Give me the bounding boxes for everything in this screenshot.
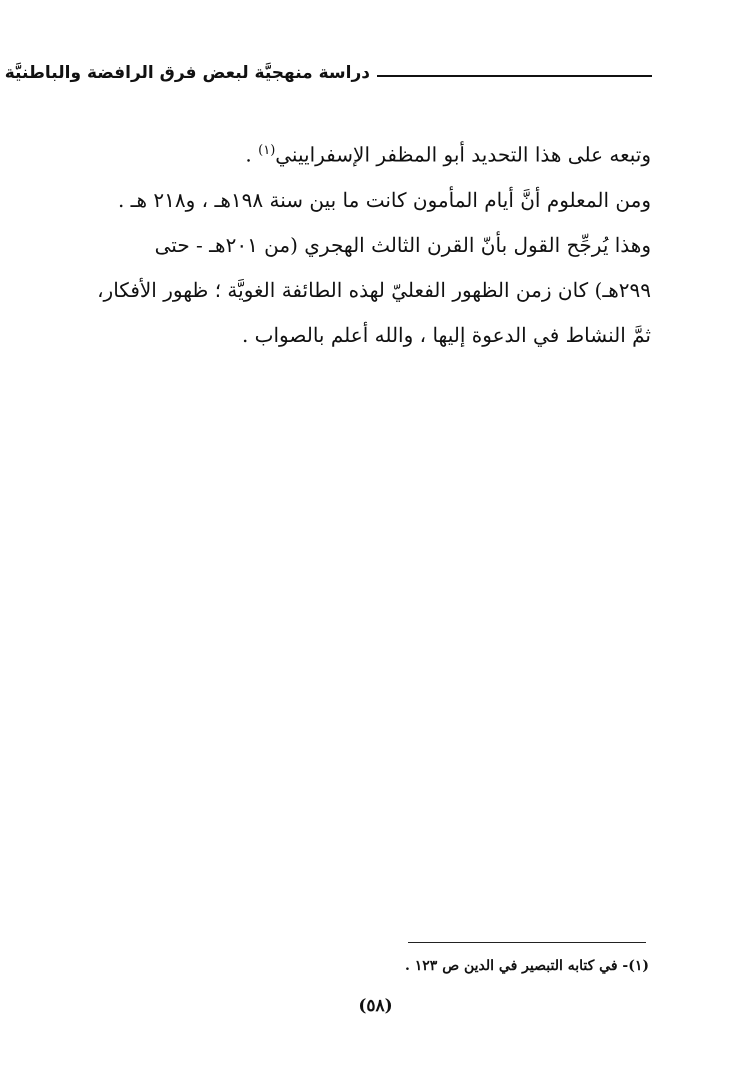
running-header [4,58,652,88]
body-text [97,128,651,358]
footnote-1: (١)- في كتابه التبصير في الدين ص ١٢٣ . [405,958,649,974]
footnote-reference-marker[interactable]: (١) [258,143,276,158]
footnote-separator [408,942,646,943]
body-line-4: ٢٩٩هـ) كان زمن الظهور الفعليّ لهذه الطائفة الغويَّة ؛ ظهور الأفكار، [97,277,651,302]
body-line-1-text: وتبعه على هذا التحديد أبو المظفر الإسفراييني [275,142,651,167]
body-line-3: وهذا يُرجِّح القول بأنّ القرن الثالث الهجري (من ٢٠١هـ - حتى [154,232,651,257]
body-line-5: ثمَّ النشاط في الدعوة إليها ، والله أعلم بالصواب . [241,322,651,347]
body-line-1 [101,128,651,178]
header-title: دراسة منهجيَّة لبعض فرق الرافضة والباطنيَّة [4,63,370,83]
body-line-1-end: . [245,142,259,167]
body-line-2: ومن المعلوم أنَّ أيام المأمون كانت ما بين سنة ١٩٨هـ ، و٢١٨ هـ . [117,187,651,212]
page-number: (٥٨) [358,996,393,1016]
header-rule [377,75,652,77]
